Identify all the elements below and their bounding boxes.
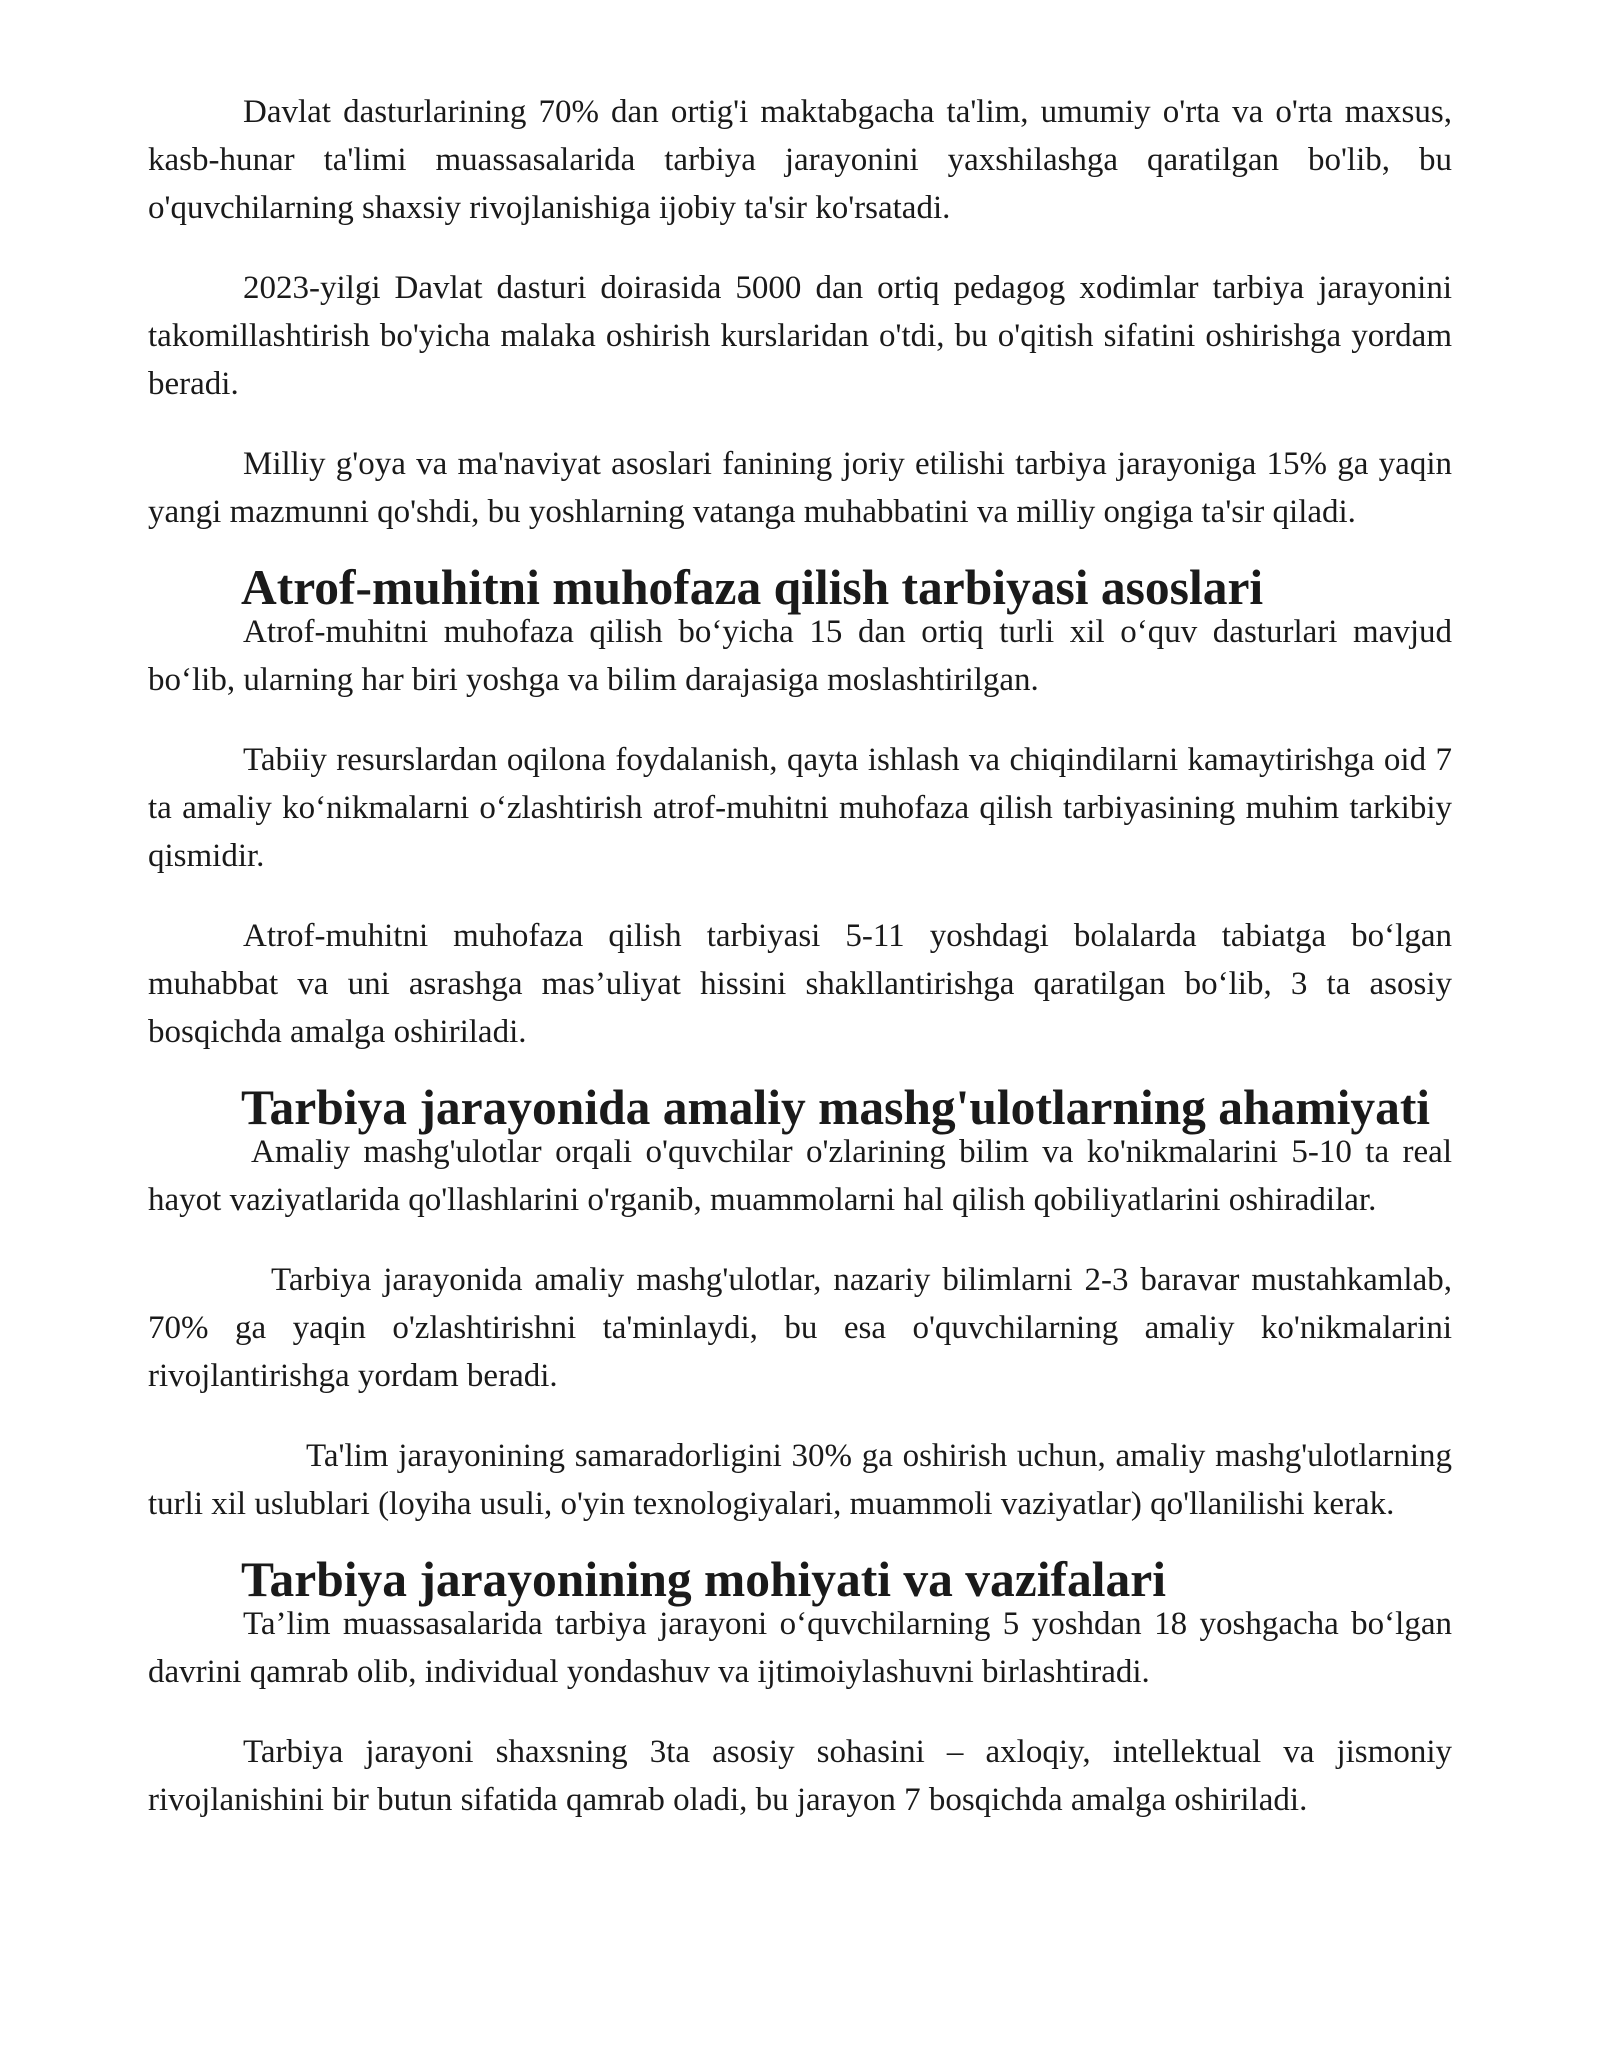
paragraph-age-range: Ta’lim muassasalarida tarbiya jarayoni o‘quvchilarning 5 yoshdan 18 yoshgacha bo‘lgan davrini qamrab olib, individual yondashuv va ijtimoiylashuvni birlashtiradi.: [148, 1606, 1452, 1690]
paragraph-2023-program: 2023-yilgi Davlat dasturi doirasida 5000 dan ortiq pedagog xodimlar tarbiya jarayonini takomillashtirish bo'yicha malaka oshirish kurslaridan o'tdi, bu o'qitish sifatini oshirishga yordam beradi.: [148, 270, 1452, 402]
paragraph-natural-resources: Tabiiy resurslardan oqilona foydalanish, qayta ishlash va chiqindilarni kamaytirishga oid 7 ta amaliy ko‘nikmalarni o‘zlashtirish atrof-muhitni muhofaza qilish tarbiyasining muhim tarkibiy qismidir.: [148, 742, 1452, 874]
paragraph-state-programs: Davlat dasturlarining 70% dan ortig'i maktabgacha ta'lim, umumiy o'rta va o'rta maxsus, kasb-hunar ta'limi muassasalarida tarbiya jarayonini yaxshilashga qaratilgan bo'lib, bu o'quvchilarning shaxsiy rivojlanishiga ijobiy ta'sir ko'rsatadi.: [148, 94, 1452, 226]
paragraph-efficiency: Ta'lim jarayonining samaradorligini 30% ga oshirish uchun, amaliy mashg'ulotlarning turli xil uslublari (loyiha usuli, o'yin texnologiyalari, muammoli vaziyatlar) qo'llanilishi kerak.: [148, 1438, 1452, 1522]
paragraph-three-areas: Tarbiya jarayoni shaxsning 3ta asosiy sohasini – axloqiy, intellektual va jismoniy rivojlanishini bir butun sifatida qamrab oladi, bu jarayon 7 bosqichda amalga oshiriladi.: [148, 1734, 1452, 1818]
paragraph-national-idea: Milliy g'oya va ma'naviyat asoslari fanining joriy etilishi tarbiya jarayoniga 15% ga yaqin yangi mazmunni qo'shdi, bu yoshlarning vatanga muhabbatini va milliy ongiga ta'sir qiladi.: [148, 446, 1452, 530]
document-page: [148, 88, 1452, 1856]
paragraph-practical-theory: Tarbiya jarayonida amaliy mashg'ulotlar, nazariy bilimlarni 2-3 baravar mustahkamlab, 70% ga yaqin o'zlashtirishni ta'minlaydi, bu esa o'quvchilarning amaliy ko'nikmalarini rivojlantirishga yordam beradi.: [148, 1262, 1452, 1394]
section-heading-essence: Tarbiya jarayonining mohiyati va vazifalari: [241, 1552, 1166, 1607]
section-heading-environment: Atrof-muhitni muhofaza qilish tarbiyasi asoslari: [241, 560, 1264, 615]
paragraph-practical-skills: Amaliy mashg'ulotlar orqali o'quvchilar o'zlarining bilim va ko'nikmalarini 5-10 ta real hayot vaziyatlarida qo'llashlarini o'rganib, muammolarni hal qilish qobiliyatlarini oshiradilar.: [148, 1134, 1452, 1218]
paragraph-environment-age: Atrof-muhitni muhofaza qilish tarbiyasi 5-11 yoshdagi bolalarda tabiatga bo‘lgan muhabbat va uni asrashga mas’uliyat hissini shakllantirishga qaratilgan bo‘lib, 3 ta asosiy bosqichda amalga oshiriladi.: [148, 918, 1452, 1050]
section-heading-practical-lessons: Tarbiya jarayonida amaliy mashg'ulotlarning ahamiyati: [241, 1080, 1431, 1135]
paragraph-environment-programs: Atrof-muhitni muhofaza qilish bo‘yicha 15 dan ortiq turli xil o‘quv dasturlari mavjud bo‘lib, ularning har biri yoshga va bilim darajasiga moslashtirilgan.: [148, 614, 1452, 698]
